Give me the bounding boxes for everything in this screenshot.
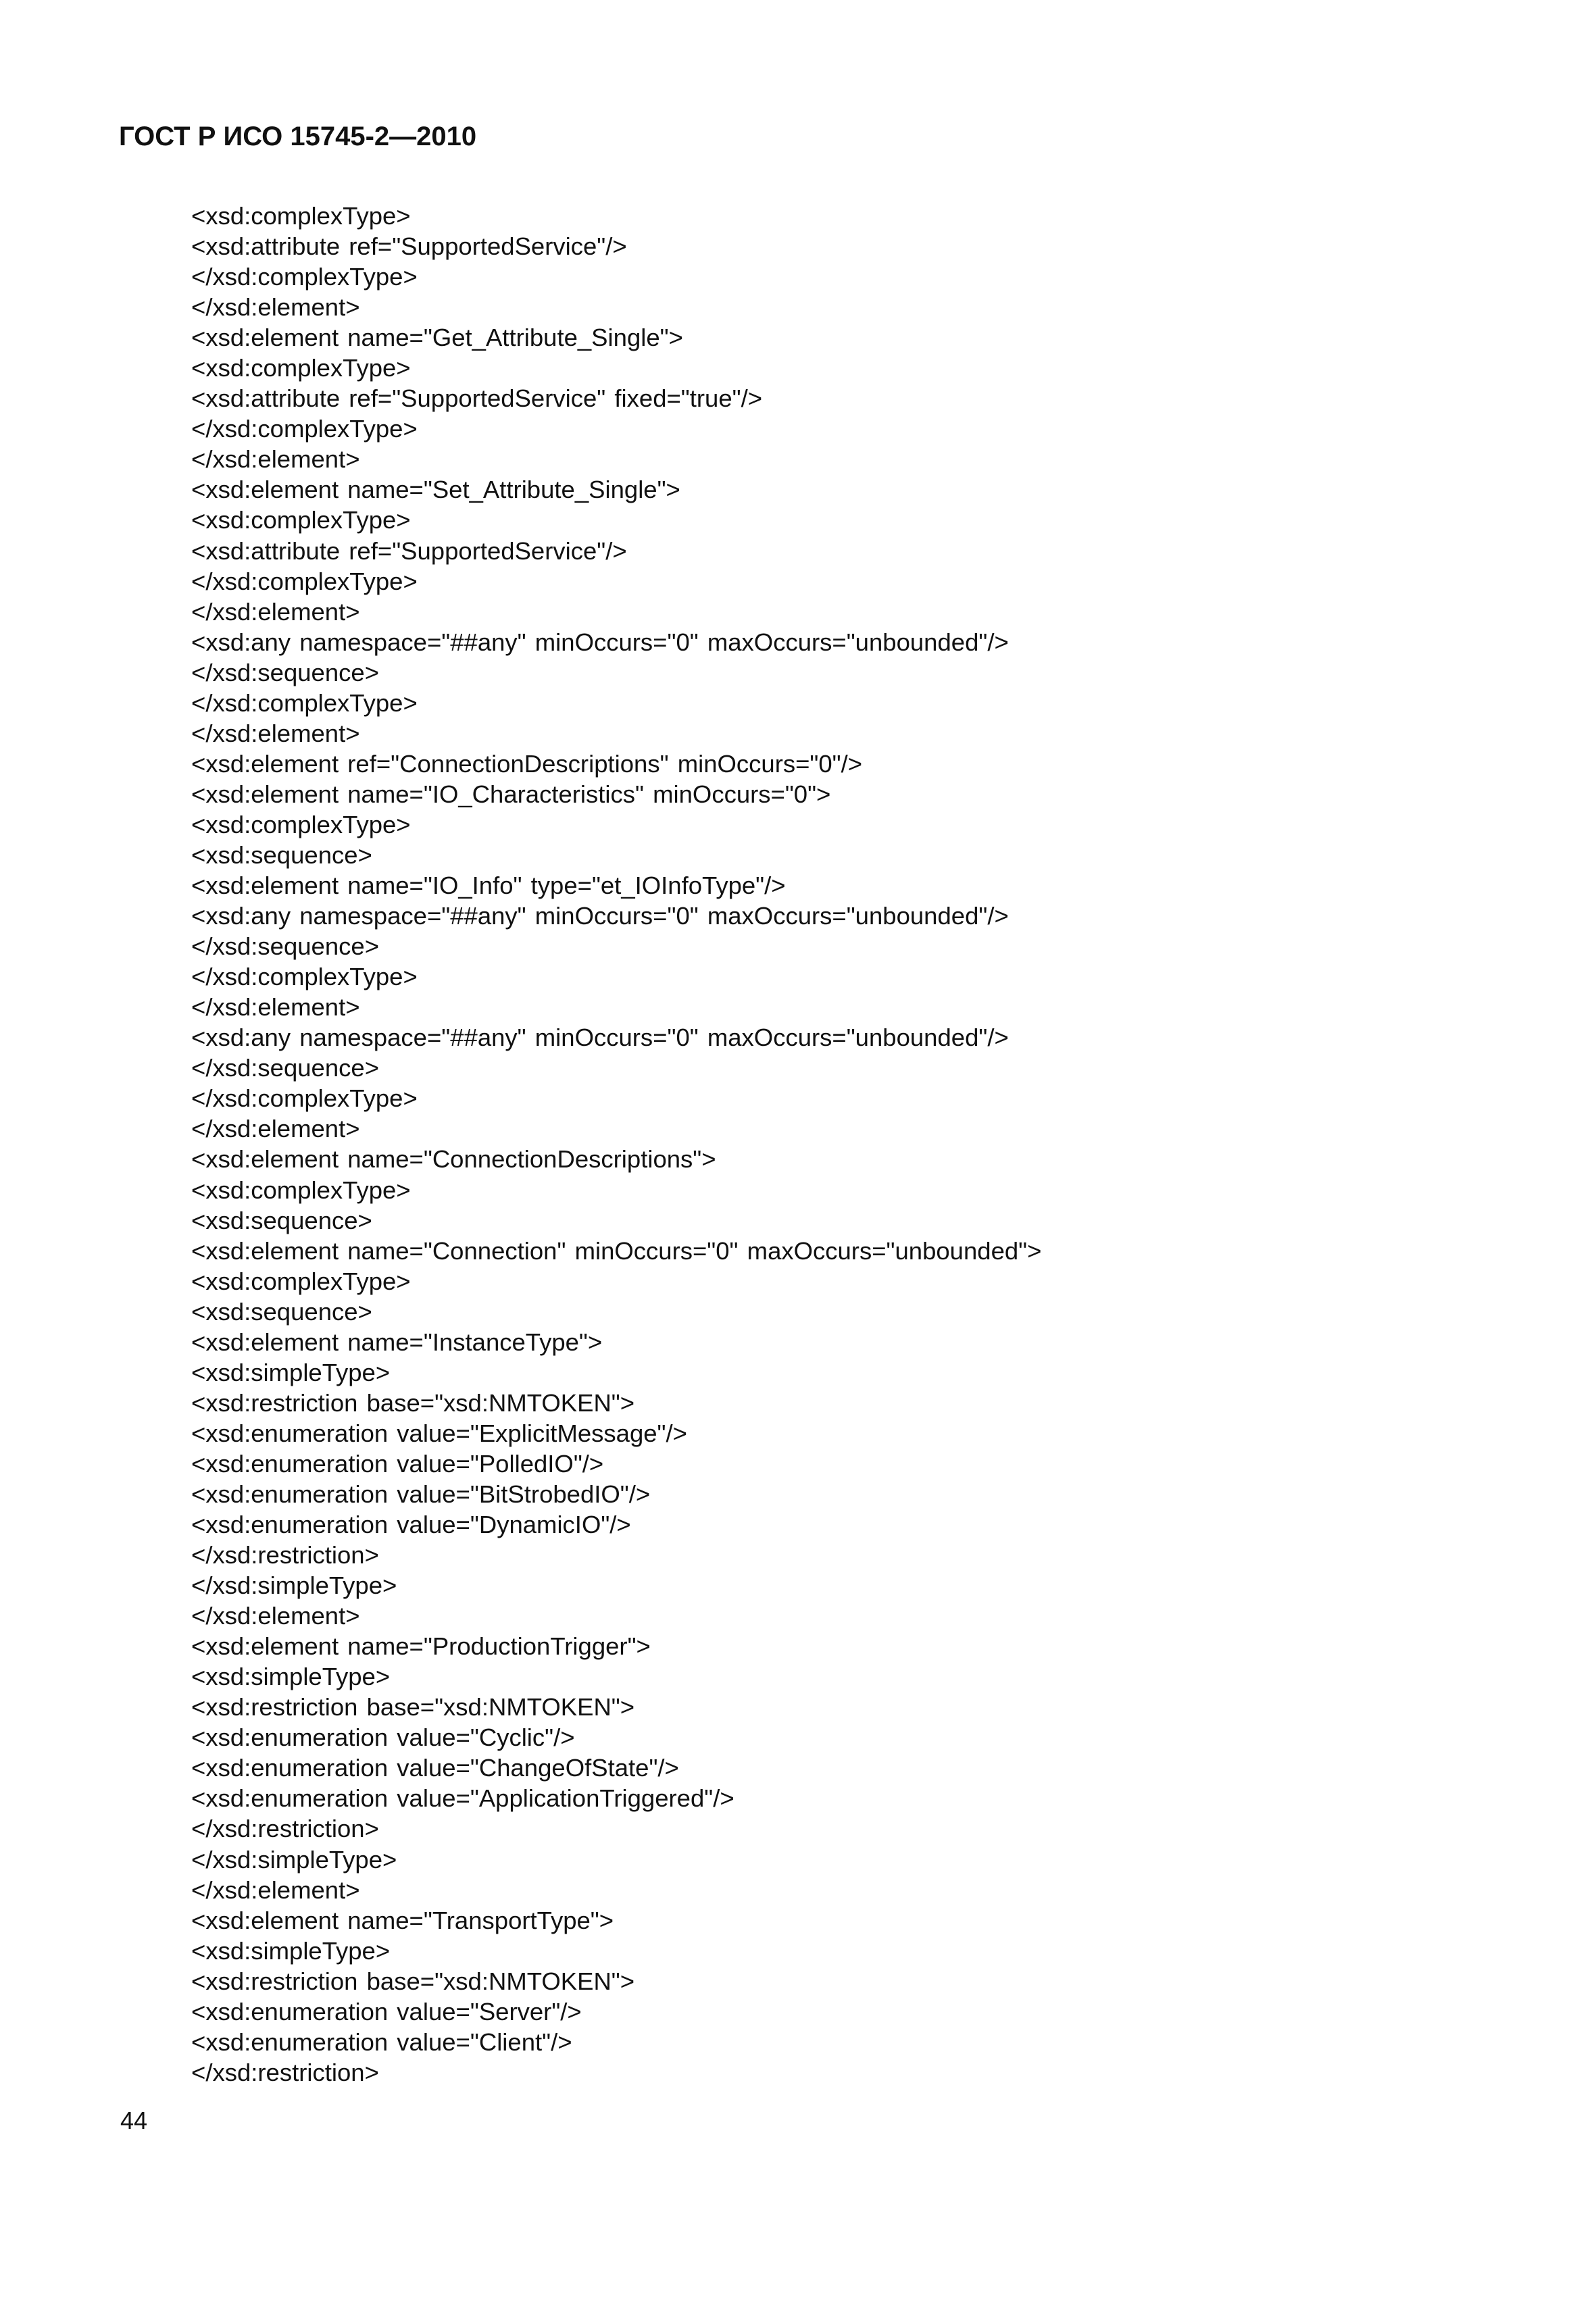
code-line: <xsd:complexType> (191, 506, 411, 534)
code-line: <xsd:element name="ConnectionDescriptions"> (191, 1145, 716, 1174)
code-line: <xsd:enumeration value="Cyclic"/> (191, 1724, 575, 1752)
code-line: <xsd:element name="Connection" minOccurs="0" maxOccurs="unbounded"> (191, 1236, 1042, 1265)
code-line: <xsd:any namespace="##any" minOccurs="0" maxOccurs="unbounded"/> (191, 628, 1009, 656)
code-line: </xsd:restriction> (191, 1815, 379, 1843)
xsd-code-listing (191, 201, 1475, 2088)
code-line: <xsd:enumeration value="BitStrobedIO"/> (191, 1480, 651, 1508)
code-line: </xsd:element> (191, 1876, 360, 1904)
code-line: </xsd:restriction> (191, 2058, 379, 2086)
code-line: <xsd:simpleType> (191, 1663, 391, 1691)
code-line: <xsd:complexType> (191, 202, 411, 230)
code-line: <xsd:complexType> (191, 1176, 411, 1204)
code-line: <xsd:simpleType> (191, 1358, 391, 1386)
code-line: <xsd:element ref="ConnectionDescriptions" minOccurs="0"/> (191, 749, 863, 778)
code-line: <xsd:element name="IO_Info" type="et_IOInfoType"/> (191, 872, 786, 900)
code-line: </xsd:complexType> (191, 1084, 418, 1113)
code-line: <xsd:complexType> (191, 810, 411, 838)
code-line: <xsd:enumeration value="PolledIO"/> (191, 1449, 604, 1478)
code-line: </xsd:restriction> (191, 1541, 379, 1569)
code-line: <xsd:element name="Set_Attribute_Single"> (191, 476, 680, 504)
code-line: <xsd:sequence> (191, 840, 372, 869)
code-line: </xsd:complexType> (191, 415, 418, 443)
code-line: <xsd:sequence> (191, 1297, 372, 1326)
code-line: </xsd:element> (191, 1602, 360, 1630)
code-line: <xsd:element name="Get_Attribute_Single"> (191, 324, 683, 352)
code-line: </xsd:element> (191, 293, 360, 322)
code-line: </xsd:element> (191, 1115, 360, 1143)
code-line: <xsd:attribute ref="SupportedService"/> (191, 536, 627, 565)
code-line: <xsd:complexType> (191, 354, 411, 382)
code-line: </xsd:element> (191, 597, 360, 626)
code-line: </xsd:complexType> (191, 263, 418, 291)
code-line: <xsd:restriction base="xsd:NMTOKEN"> (191, 1693, 635, 1721)
code-line: </xsd:simpleType> (191, 1571, 397, 1600)
code-line: <xsd:element name="IO_Characteristics" minOccurs="0"> (191, 780, 831, 808)
code-line: </xsd:element> (191, 445, 360, 474)
code-line: <xsd:element name="ProductionTrigger"> (191, 1632, 651, 1661)
code-line: <xsd:enumeration value="DynamicIO"/> (191, 1511, 631, 1539)
page-number: 44 (120, 2107, 148, 2134)
code-line: <xsd:enumeration value="ApplicationTriggered"/> (191, 1784, 734, 1813)
code-line: <xsd:sequence> (191, 1206, 372, 1234)
code-line: <xsd:restriction base="xsd:NMTOKEN"> (191, 1388, 635, 1417)
code-line: </xsd:element> (191, 993, 360, 1022)
code-line: <xsd:attribute ref="SupportedService"/> (191, 232, 627, 261)
code-line: </xsd:sequence> (191, 1054, 380, 1082)
code-line: <xsd:element name="TransportType"> (191, 1906, 614, 1934)
code-line: </xsd:sequence> (191, 658, 380, 686)
code-line: <xsd:complexType> (191, 1267, 411, 1295)
code-line: <xsd:element name="InstanceType"> (191, 1328, 603, 1356)
code-line: <xsd:enumeration value="ExplicitMessage"/> (191, 1419, 687, 1447)
code-line: <xsd:restriction base="xsd:NMTOKEN"> (191, 1967, 635, 1995)
code-line: </xsd:sequence> (191, 932, 380, 961)
code-line: </xsd:complexType> (191, 567, 418, 595)
code-line: </xsd:complexType> (191, 688, 418, 717)
code-line: <xsd:enumeration value="ChangeOfState"/> (191, 1754, 679, 1782)
code-line: </xsd:element> (191, 719, 360, 747)
code-line: <xsd:attribute ref="SupportedService" fixed="true"/> (191, 384, 763, 413)
document-header: ГОСТ Р ИСО 15745-2—2010 (119, 122, 477, 151)
code-line: <xsd:enumeration value="Server"/> (191, 1997, 582, 2026)
code-line: <xsd:any namespace="##any" minOccurs="0" maxOccurs="unbounded"/> (191, 1024, 1009, 1052)
code-line: <xsd:any namespace="##any" minOccurs="0" maxOccurs="unbounded"/> (191, 902, 1009, 930)
code-line: </xsd:complexType> (191, 963, 418, 991)
code-line: <xsd:simpleType> (191, 1936, 391, 1965)
code-line: </xsd:simpleType> (191, 1845, 397, 1873)
code-line: <xsd:enumeration value="Client"/> (191, 2028, 572, 2056)
